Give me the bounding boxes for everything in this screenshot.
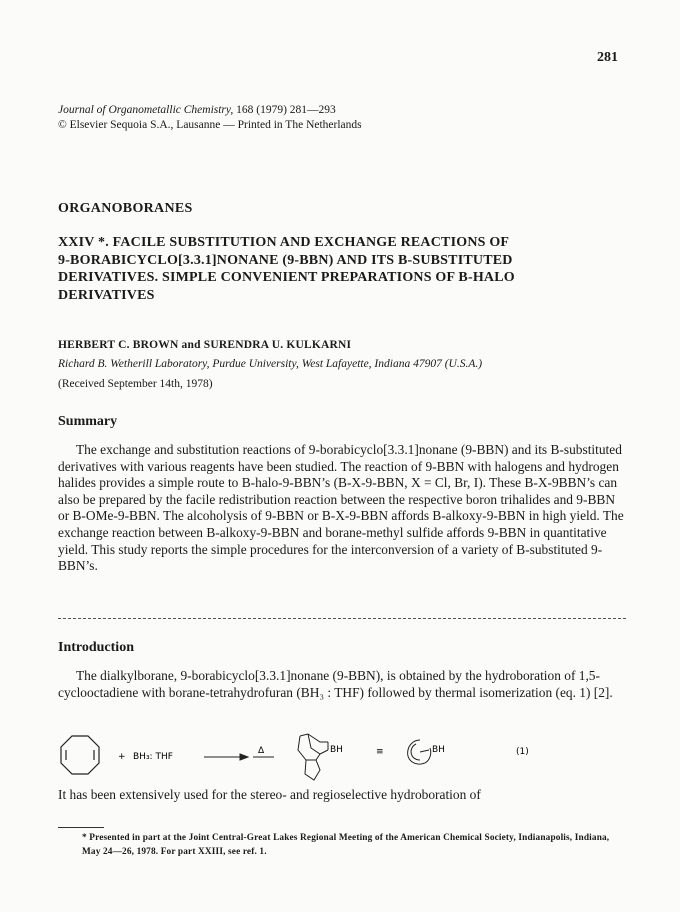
title-line: 9-BORABICYCLO[3.3.1]NONANE (9-BBN) AND ITS B-SUBSTITUTED [58, 252, 513, 268]
introduction-text: The dialkylborane, 9-borabicyclo[3.3.1]nonane (9-BBN), is obtained by the hydroboration of 1,5-cyclooctadiene with borane-tetrahydrofuran (BH₃ : THF) followed by thermal isomerization (eq. 1) [2]. [58, 668, 613, 700]
article-title [58, 234, 638, 304]
bbn-simplified-structure [408, 740, 431, 764]
section-divider [58, 618, 626, 619]
journal-citation [58, 103, 362, 118]
received-date: (Received September 14th, 1978) [58, 378, 213, 390]
equation-number: (1) [516, 747, 529, 757]
equivalence-sign: ≡ [376, 747, 384, 757]
summary-text: The exchange and substitution reactions of 9-borabicyclo[3.3.1]nonane (9-BBN) and its B-substituted derivatives with various reagents have been studied. The reaction of 9-BBN with halogens and hydrogen halides provides a simple route to B-halo-9-BBN’s (B-X-9-BBN, X = Cl, Br, I). These B-X-9BBN’s can also be prepared by the facile redistribution reaction between the respective boron trihalides and 9-BBN or B-OMe-9-BBN. The alcoholysis of 9-BBN or B-X-9-BBN affords B-alkoxy-9-BBN in high yield. The exchange reaction between B-alkoxy-9-BBN and borane-methyl sulfide affords 9-BBN in quantitative yield. This study reports the simple procedures for the interconversion of a variety of B-substituted 9-BBN’s. [58, 442, 624, 574]
series-title: ORGANOBORANES [58, 201, 193, 216]
introduction-continuation: It has been extensively used for the stereo- and regioselective hydroboration of [58, 787, 481, 802]
reaction-scheme [58, 730, 618, 790]
summary-heading: Summary [58, 414, 118, 429]
page-number: 281 [597, 50, 618, 65]
authors: HERBERT C. BROWN and SURENDRA U. KULKARNI [58, 339, 352, 351]
reagent-label: BH₃: THF [133, 752, 173, 762]
footnote-rule [58, 827, 104, 828]
cyclooctadiene-structure [61, 736, 99, 774]
journal-volume: 168 (1979) 281—293 [236, 104, 336, 116]
affiliation: Richard B. Wetherill Laboratory, Purdue University, West Lafayette, Indiana 47907 (U.S.A.) [58, 358, 483, 370]
title-line: DERIVATIVES [58, 287, 155, 303]
heat-symbol: Δ [258, 746, 265, 756]
bbn-bh-label: BH [330, 745, 343, 755]
reaction-arrow [204, 754, 248, 760]
bbn-bh-label-2: BH [432, 745, 445, 755]
introduction-heading: Introduction [58, 640, 134, 655]
title-line: XXIV *. FACILE SUBSTITUTION AND EXCHANGE REACTIONS OF [58, 235, 510, 250]
journal-header [58, 103, 362, 133]
plus-sign: + [118, 752, 126, 762]
publisher-line: © Elsevier Sequoia S.A., Lausanne — Printed in The Netherlands [58, 119, 362, 131]
journal-name: Journal of Organometallic Chemistry, [58, 104, 234, 116]
title-line: DERIVATIVES. SIMPLE CONVENIENT PREPARATIONS OF B-HALO [58, 270, 515, 285]
bbn-bicyclic-structure [298, 734, 328, 780]
footnote: * Presented in part at the Joint Central-Great Lakes Regional Meeting of the American Chemical Society, Indianapolis, Indiana, May 24—26, 1978. For part XXIII, see ref. 1. [82, 833, 610, 857]
